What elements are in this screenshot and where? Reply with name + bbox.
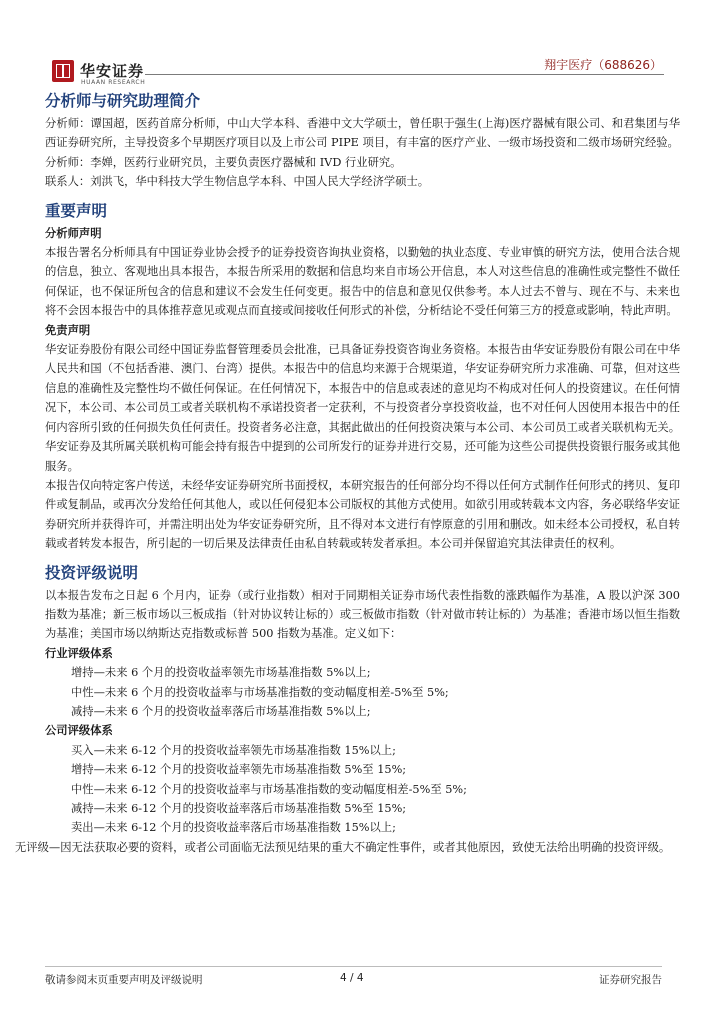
disclaimer-text-2: 本报告仅向特定客户传送，未经华安证券研究所书面授权，本研究报告的任何部分均不得以任何方式制作任何形式的拷贝、复印件或复制品，或再次分发给任何其他人，或以任何侵犯本公司版权的其他方式使用。如欲引用或转载本文内容，务必联络华安证券研究所并获得许可，并需注明出处为华安证券研究所，且不得对本文进行有悖原意的引用和删改。如未经本公司授权，私自转载或者转发本报告，所引起的一切后果及法律责任由私自转载或转发者承担。本公司并保留追究其法律责任的权利。 (45, 478, 680, 551)
company-rating-item: 增持—未来 6-12 个月的投资收益率领先市场基准指数 5%至 15%; (71, 763, 407, 777)
analyst-statement-text: 本报告署名分析师具有中国证券业协会授予的证券投资咨询执业资格，以勤勉的执业态度、专业审慎的研究方法，使用合法合规的信息，独立、客观地出具本报告，本报告所采用的数据和信息均来自市场公开信息，本人对这些信息的准确性或完整性不做任何保证，也不保证所包含的信息和建议不会发生任何变更。报告中的信息和意见仅供参考。本人过去不曾与、现在不与、未来也将不会因本报告中的具体推荐意见或观点而直接或间接收任何形式的补偿，分析结论不受任何第三方的授意或影响，特此声明。 (45, 246, 680, 318)
page-header (0, 0, 724, 90)
industry-rating-item: 中性—未来 6 个月的投资收益率与市场基准指数的变动幅度相差-5%至 5%; (71, 685, 449, 699)
page-number: 4 / 4 (340, 972, 364, 984)
analyst-section-title: 分析师与研究助理简介 (45, 92, 201, 110)
disclaimer-text-1: 华安证券股份有限公司经中国证券监督管理委员会批准，已具备证券投资咨询业务资格。本报告由华安证券股份有限公司在中华人民共和国（不包括香港、澳门、台湾）提供。本报告中的信息均来源于合规渠道，华安证券研究所力求准确、可靠，但对这些信息的准确性及完整性均不做任何保证。在任何情况下，本报告中的信息或表述的意见均不构成对任何人的投资建议。在任何情况下，本公司、本公司员工或者关联机构不承诺投资者一定获利，不与投资者分享投资收益，也不对任何人因使用本报告中的任何内容所引致的任何损失负任何责任。投资者务必注意，其据此做出的任何投资决策与本公司、本公司员工或者关联机构无关。华安证券及其所属关联机构可能会持有报告中提到的公司所发行的证券并进行交易，还可能为这些公司提供投资银行服务或其他服务。 (45, 343, 680, 473)
disclaimer-title: 免责声明 (45, 323, 91, 337)
rating-section-title: 投资评级说明 (45, 563, 139, 582)
report-body (15, 88, 680, 857)
rating-intro: 以本报告发布之日起 6 个月内，证券（或行业指数）相对于同期相关证券市场代表性指数的涨跌幅作为基准，A 股以沪深 300 指数为基准；新三板市场以三板成指（针对协议转让标的）或三板做市指数（针对做市转让标的）为基准；香港市场以恒生指数为基准；美国市场以纳斯达克指数或标普 500 指数为基准。定义如下： (45, 588, 680, 641)
company-rating-item: 中性—未来 6-12 个月的投资收益率与市场基准指数的变动幅度相差-5%至 5%; (71, 782, 467, 796)
company-rating-title: 公司评级体系 (45, 724, 113, 738)
contact-bio: 联系人：刘洪飞，华中科技大学生物信息学本科、中国人民大学经济学硕士。 (45, 175, 430, 189)
analyst-statement-title: 分析师声明 (45, 226, 102, 240)
analyst-bio-1: 分析师：谭国超，医药首席分析师，中山大学本科、香港中文大学硕士，曾任职于强生(上海)医疗器械有限公司、和君集团与华西证券研究所，主导投资多个早期医疗项目以及上市公司 PIPE 项目，有丰富的医疗产业、一级市场投资和二级市场研究经验。 (45, 117, 680, 150)
no-rating-item: 无评级—因无法获取必要的资料，或者公司面临无法预见结果的重大不确定性事件，或者其他原因，致使无法给出明确的投资评级。 (15, 840, 671, 854)
industry-rating-item: 增持—未来 6 个月的投资收益率领先市场基准指数 5%以上; (71, 666, 371, 680)
company-rating-item: 卖出—未来 6-12 个月的投资收益率落后市场基准指数 15%以上; (71, 821, 396, 835)
industry-rating-title: 行业评级体系 (45, 646, 113, 660)
company-ticker: 翔宇医疗（688626） (544, 58, 662, 72)
report-type: 证券研究报告 (599, 974, 662, 986)
footer-notice: 敬请参阅末页重要声明及评级说明 (45, 974, 203, 986)
huaan-logo-icon (52, 60, 74, 82)
company-rating-item: 减持—未来 6-12 个月的投资收益率落后市场基准指数 5%至 15%; (71, 802, 407, 815)
page-footer (45, 966, 662, 991)
header-divider (145, 74, 664, 75)
statement-section-title: 重要声明 (45, 201, 108, 220)
industry-rating-item: 减持—未来 6 个月的投资收益率落后市场基准指数 5%以上; (71, 704, 371, 718)
company-rating-item: 买入—未来 6-12 个月的投资收益率领先市场基准指数 15%以上; (71, 743, 396, 757)
analyst-bio-2: 分析师：李婵，医药行业研究员，主要负责医疗器械和 IVD 行业研究。 (45, 155, 402, 169)
brand-name: 华安证券 (80, 62, 145, 80)
brand-name-en: HUAAN RESEARCH (81, 79, 146, 86)
